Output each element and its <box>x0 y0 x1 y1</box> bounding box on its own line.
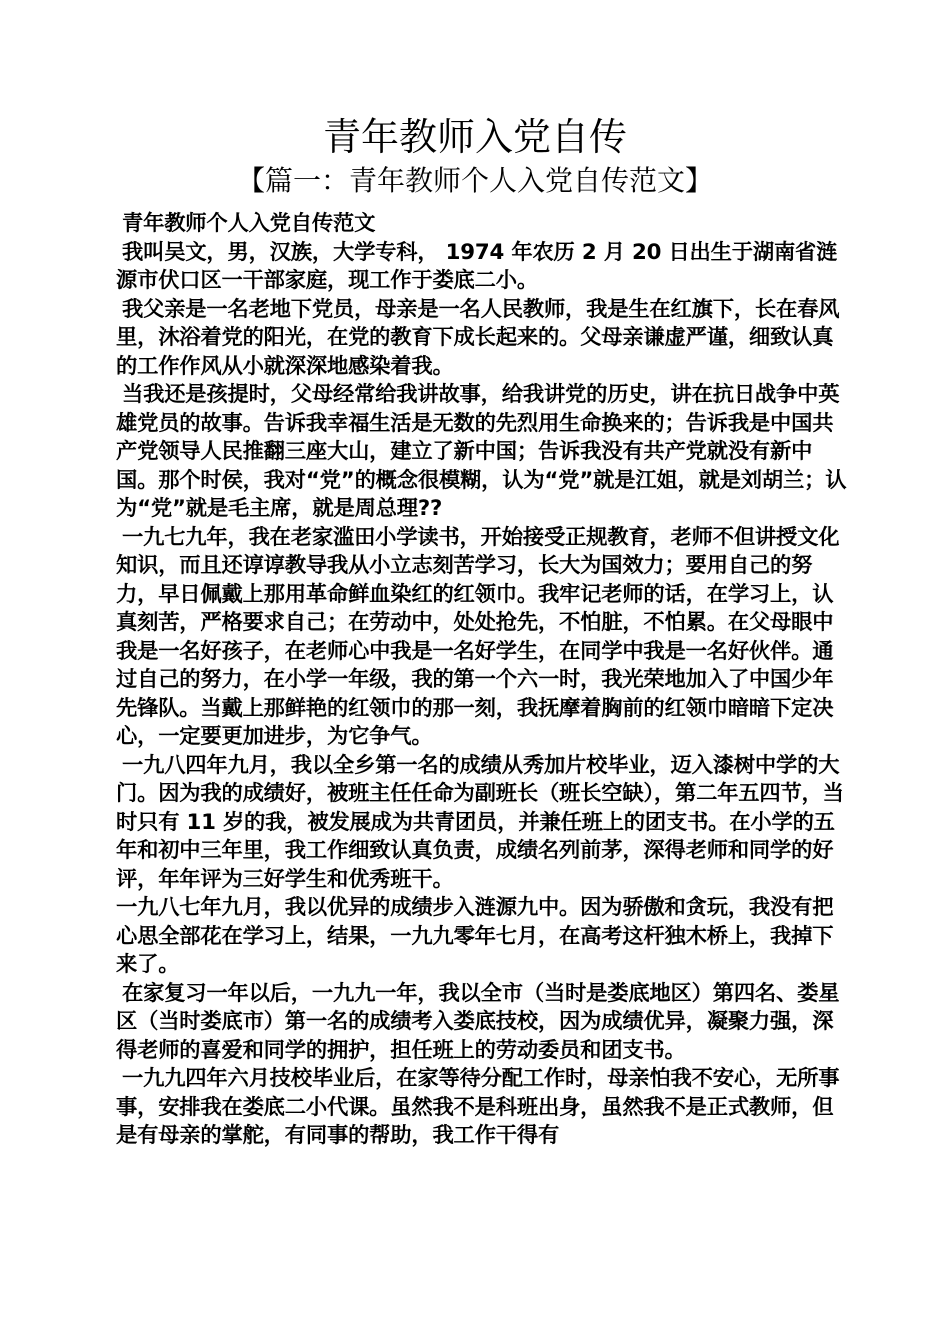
document-title: 青年教师入党自传 <box>322 115 627 159</box>
paragraph: 我叫吴文，男，汉族，大学专科， 1974 年农历 2 月 20 日出生于湖南省涟源市伏口区一干部家庭，现工作于娄底二小。 <box>116 239 838 293</box>
paragraph: 一九八七年九月，我以优异的成绩步入涟源九中。因为骄傲和贪玩，我没有把心思全部花在学习上，结果，一九九零年七月，在高考这杆独木桥上，我掉下来了。 <box>116 895 834 977</box>
section-heading: 青年教师个人入党自传范文 <box>122 211 376 236</box>
paragraph: 在家复习一年以后，一九九一年，我以全市（当时是娄底地区）第四名、娄星区（当时娄底市）第一名的成绩考入娄底技校，因为成绩优异，凝聚力强，深得老师的喜爱和同学的拥护，担任班上的劳动委员和团支书。 <box>116 980 840 1063</box>
document-subtitle: 【篇一：青年教师个人入党自传范文】 <box>236 164 713 197</box>
paragraph: 我父亲是一名老地下党员，母亲是一名人民教师，我是生在红旗下，长在春风里，沐浴着党的阳光，在党的教育下成长起来的。父母亲谦虚严谨，细致认真的工作作风从小就深深地感染着我。 <box>116 296 840 379</box>
paragraph: 一九八四年九月，我以全乡第一名的成绩从秀加片校毕业，迈入漆树中学的大门。因为我的成绩好，被班主任任命为副班长（班长空缺），第二年五四节，当时只有 11 岁的我，被发展成为共青团员，并兼任班上的团支书。在小学的五年和初中三年里，我工作细致认真负责，成绩名列前茅，深得老师和同学的好评，年年评为三好学生和优秀班干。 <box>116 752 844 892</box>
paragraph: 一九七九年，我在老家滥田小学读书，开始接受正规教育，老师不但讲授文化知识，而且还谆谆教导我从小立志刻苦学习，长大为国效力；要用自己的努力，早日佩戴上那用革命鲜血染红的红领巾。我牢记老师的话，在学习上，认真刻苦，严格要求自己；在劳动中，处处抢先，不怕脏，不怕累。在父母眼中我是一名好孩子，在老师心中我是一名好学生，在同学中我是一名好伙伴。通过自己的努力，在小学一年级，我的第一个六一时，我光荣地加入了中国少年先锋队。当戴上那鲜艳的红领巾的那一刻，我抚摩着胸前的红领巾暗暗下定决心，一定要更加进步，为它争气。 <box>116 524 840 749</box>
paragraph: 当我还是孩提时，父母经常给我讲故事，给我讲党的历史，讲在抗日战争中英雄党员的故事。告诉我幸福生活是无数的先烈用生命换来的；告诉我是中国共产党领导人民推翻三座大山，建立了新中国；告诉我没有共产党就没有新中国。那个时侯，我对“党”的概念很模糊，认为“党”就是江姐，就是刘胡兰；认为“党”就是毛主席，就是周总理?? <box>116 382 847 521</box>
document-body <box>116 210 851 1151</box>
paragraph: 一九九四年六月技校毕业后，在家等待分配工作时，母亲怕我不安心，无所事事，安排我在娄底二小代课。虽然我不是科班出身，虽然我不是正式教师，但是有母亲的掌舵，有同事的帮助，我工作干得有 <box>116 1066 840 1148</box>
